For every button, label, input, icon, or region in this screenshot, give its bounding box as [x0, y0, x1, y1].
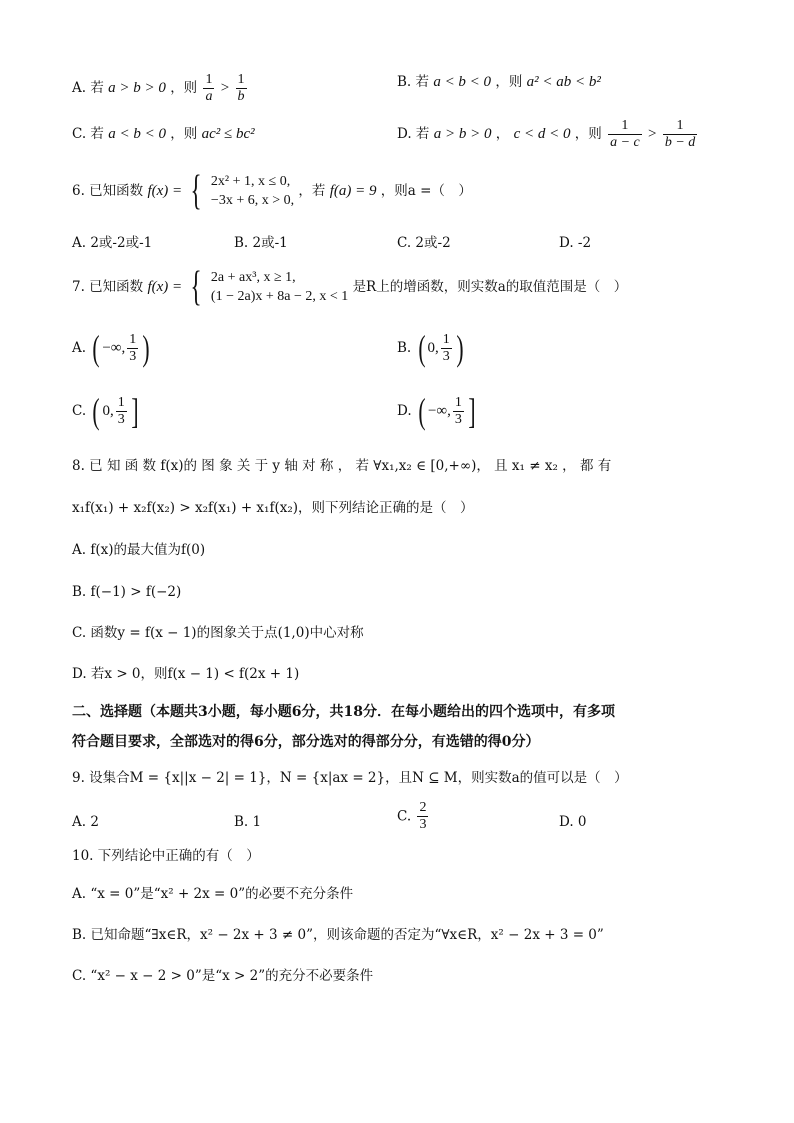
- q7-option-d-left-paren: (: [418, 391, 426, 431]
- q5-option-a-fraction-2: $\frac{1}{b}$: [237, 72, 245, 104]
- q7-option-a-label: A.: [72, 340, 87, 356]
- q5-option-d-fraction-2: $\frac{1}{b - d}$: [664, 118, 696, 150]
- q7-stem-suffix: 是R上的增函数，则实数a的取值范围是（ ）: [352, 279, 628, 295]
- q5-option-a-fraction-1: $\frac{1}{a}$: [205, 72, 213, 104]
- q6-condition: f(a) = 9: [329, 183, 377, 199]
- q8-option-d[interactable]: D. 若x > 0，则f(x − 1) < f(2x + 1): [72, 666, 300, 682]
- q7-option-b-right-paren: ): [456, 328, 464, 368]
- q5-option-a-then: ，则: [170, 80, 198, 96]
- q10-stem: 10. 下列结论中正确的有（ ）: [72, 848, 260, 864]
- q7-option-b-left-paren: (: [417, 328, 426, 368]
- q6-stem-end: ，则a =（ ）: [380, 183, 472, 199]
- q5-option-b-then: ，则: [495, 74, 523, 90]
- q7-brace: {: [190, 264, 203, 310]
- q5-option-a-label: A. 若: [72, 80, 104, 96]
- q8-option-b[interactable]: B. f(−1) > f(−2): [72, 584, 182, 600]
- q5-option-c[interactable]: [72, 124, 255, 144]
- q5-option-c-result: ac² ≤ bc²: [201, 126, 255, 142]
- q5-option-b-label: B. 若: [397, 74, 430, 90]
- q7-option-b[interactable]: B. ( 0, $\frac{1}{3}$ ): [397, 328, 464, 368]
- q5-option-a-condition: a > b > 0: [108, 80, 166, 96]
- q5-option-b[interactable]: [397, 72, 601, 92]
- q7-option-a[interactable]: A. ( −∞, $\frac{1}{3}$ ): [72, 328, 150, 368]
- q6-option-a[interactable]: A. 2或-2或-1: [72, 235, 153, 251]
- q8-option-a[interactable]: A. f(x)的最大值为f(0): [72, 542, 206, 558]
- q6-stem-if: ，若: [298, 183, 326, 199]
- q7-option-c[interactable]: C. ( 0, $\frac{1}{3}$ ]: [72, 391, 139, 431]
- q6-function: f(x) =: [147, 183, 183, 199]
- q6-option-d[interactable]: D. -2: [559, 235, 592, 251]
- q5-option-c-condition: a < b < 0: [108, 126, 166, 142]
- q5-option-b-result: a² < ab < b²: [526, 74, 601, 90]
- q9-option-a[interactable]: A. 2: [72, 814, 99, 830]
- q7-case-2: (1 − 2a)x + 8a − 2, x < 1: [210, 289, 349, 304]
- q5-option-d-fraction-1: $\frac{1}{a - c}$: [610, 118, 640, 150]
- q5-option-c-label: C. 若: [72, 126, 104, 142]
- q6-option-c[interactable]: C. 2或-2: [397, 235, 451, 251]
- q7-stem: [72, 266, 627, 312]
- q7-option-d-right-bracket: ]: [468, 391, 476, 431]
- q7-option-d[interactable]: D. ( −∞, $\frac{1}{3}$ ]: [397, 391, 476, 431]
- q7-option-c-left-paren: (: [92, 391, 101, 431]
- q6-cases: [211, 172, 294, 210]
- q7-cases: [211, 268, 348, 306]
- q5-option-d[interactable]: D. 若 a > b > 0 ， c < d < 0 ，则 $\frac{1}{a - c}$ > $\frac{1}{b - d}$: [397, 118, 696, 150]
- q6-brace: {: [190, 168, 203, 214]
- q5-option-d-condition-2: c < d < 0: [513, 126, 571, 142]
- q5-option-c-then: ，则: [170, 126, 198, 142]
- q9-option-c[interactable]: [397, 800, 430, 840]
- q7-option-a-left-paren: (: [92, 328, 100, 368]
- q10-option-a[interactable]: A. “x = 0”是“x² + 2x = 0”的必要不充分条件: [72, 886, 354, 902]
- q9-option-c-fraction: $\frac{2}{3}$: [419, 800, 427, 832]
- q10-option-b[interactable]: B. 已知命题“∃x∈R，x² − 2x + 3 ≠ 0”，则该命题的否定为“∀x∈R，x² − 2x + 3 = 0”: [72, 927, 604, 943]
- q7-function: f(x) =: [147, 279, 183, 295]
- q9-stem: 9. 设集合M = {x||x − 2| = 1}，N = {x|ax = 2}，且N ⊆ M，则实数a的值可以是（ ）: [72, 770, 628, 786]
- q5-option-d-label: D. 若: [397, 126, 430, 142]
- q6-case-2: −3x + 6, x > 0,: [210, 193, 295, 208]
- q7-option-b-label: B.: [397, 340, 412, 356]
- q8-stem-line-1: 8. 已 知 函 数 f(x)的 图 象 关 于 y 轴 对 称 ， 若 ∀x₁,x₂ ∈ [0,+∞)， 且 x₁ ≠ x₂ ， 都 有: [72, 458, 612, 474]
- q7-option-d-label: D.: [397, 403, 412, 419]
- q7-option-c-right-bracket: ]: [131, 391, 139, 431]
- q6-option-b[interactable]: B. 2或-1: [234, 235, 288, 251]
- q5-option-d-condition-1: a > b > 0: [433, 126, 492, 142]
- q6-case-1: 2x² + 1, x ≤ 0,: [210, 174, 291, 189]
- q8-option-c[interactable]: C. 函数y = f(x − 1)的图象关于点(1,0)中心对称: [72, 625, 364, 641]
- q6-stem-prefix: 6. 已知函数: [72, 183, 144, 199]
- q9-option-c-label: C.: [397, 808, 412, 825]
- q7-option-a-right-paren: ): [142, 328, 150, 368]
- q5-option-b-condition: a < b < 0: [433, 74, 492, 90]
- q9-option-d[interactable]: D. 0: [559, 814, 587, 830]
- q7-stem-prefix: 7. 已知函数: [72, 279, 144, 295]
- q7-option-c-label: C.: [72, 403, 87, 419]
- q5-option-d-then: ，则: [574, 126, 602, 142]
- q6-stem: [72, 170, 472, 216]
- section-2-heading-line-2: 符合题目要求，全部选对的得6分，部分选对的得部分分，有选错的得0分）: [72, 734, 540, 750]
- q5-option-a[interactable]: A. 若 a > b > 0 ，则 $\frac{1}{a}$ > $\frac{1}{b}$: [72, 72, 245, 104]
- q10-option-c[interactable]: C. “x² − x − 2 > 0”是“x > 2”的充分不必要条件: [72, 968, 374, 984]
- q7-case-1: 2a + ax³, x ≥ 1,: [210, 270, 296, 285]
- q9-option-b[interactable]: B. 1: [234, 814, 262, 830]
- section-2-heading-line-1: 二、选择题（本题共3小题，每小题6分，共18分．在每小题给出的四个选项中，有多项: [72, 704, 615, 720]
- q8-stem-line-2: x₁f(x₁) + x₂f(x₂) > x₂f(x₁) + x₁f(x₂)，则下列结论正确的是（ ）: [72, 500, 474, 516]
